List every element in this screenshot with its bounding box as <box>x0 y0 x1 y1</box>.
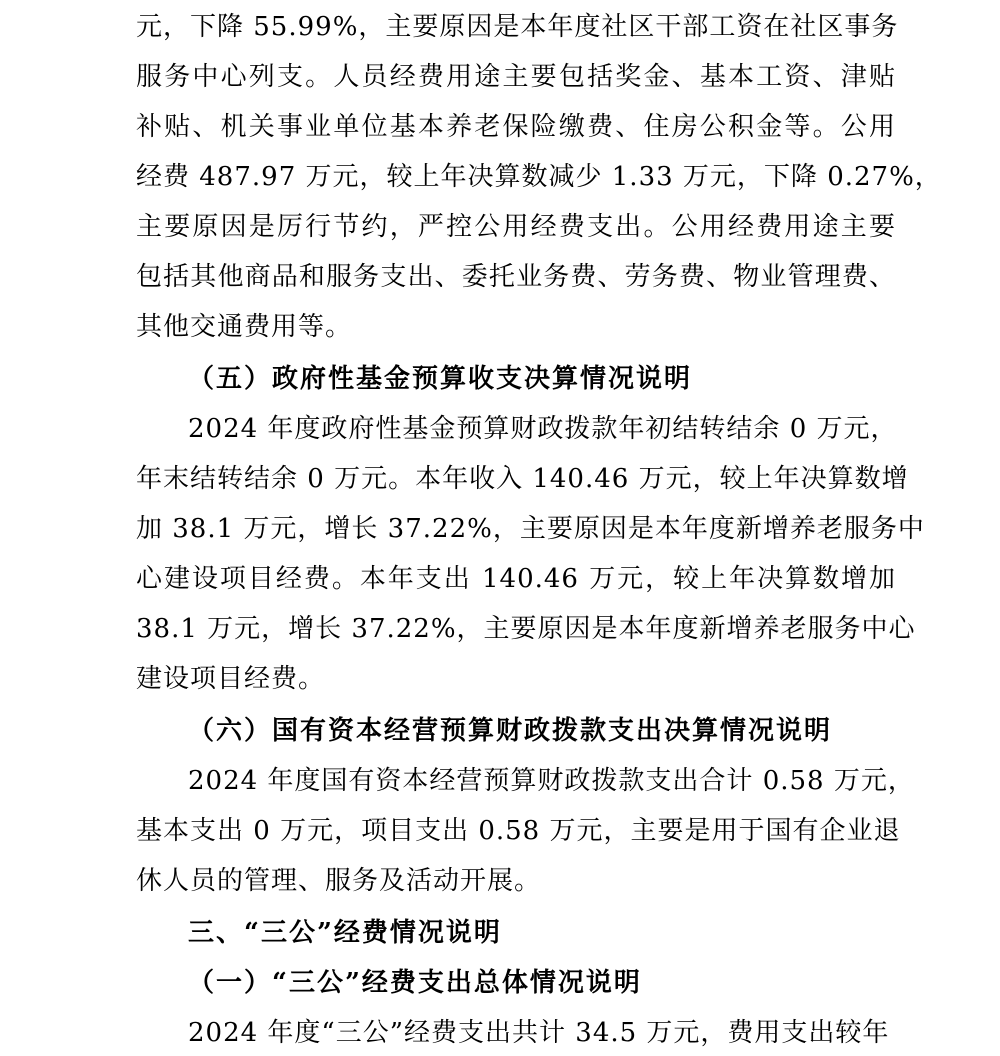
paragraph-line: 2024 年度政府性基金预算财政拨款年初结转结余 0 万元， <box>188 414 898 444</box>
paragraph-line: 其他交通费用等。 <box>136 312 353 342</box>
paragraph-line: 基本支出 0 万元，项目支出 0.58 万元，主要是用于国有企业退 <box>136 816 901 846</box>
paragraph-line: 年末结转结余 0 万元。本年收入 140.46 万元，较上年决算数增 <box>136 464 909 494</box>
paragraph-line: 元，下降 55.99%，主要原因是本年度社区干部工资在社区事务 <box>136 12 899 42</box>
paragraph-line: 2024 年度“三公”经费支出共计 34.5 万元，费用支出较年 <box>188 1018 890 1048</box>
paragraph-line: 心建设项目经费。本年支出 140.46 万元，较上年决算数增加 <box>136 564 896 594</box>
section-heading-five: （五）政府性基金预算收支决算情况说明 <box>188 364 693 394</box>
section-heading-six: （六）国有资本经营预算财政拨款支出决算情况说明 <box>188 716 833 746</box>
paragraph-line: 休人员的管理、服务及活动开展。 <box>136 866 542 896</box>
paragraph-line: 主要原因是厉行节约，严控公用经费支出。公用经费用途主要 <box>136 212 896 242</box>
section-heading-three: 三、“三公”经费情况说明 <box>188 918 502 948</box>
paragraph-line: 包括其他商品和服务支出、委托业务费、劳务费、物业管理费、 <box>136 262 896 292</box>
paragraph-line: 服务中心列支。人员经费用途主要包括奖金、基本工资、津贴 <box>136 62 896 92</box>
paragraph-line: 补贴、机关事业单位基本养老保险缴费、住房公积金等。公用 <box>136 112 896 142</box>
paragraph-line: 建设项目经费。 <box>136 664 326 694</box>
subsection-heading-one: （一）“三公”经费支出总体情况说明 <box>188 968 642 998</box>
paragraph-line: 加 38.1 万元，增长 37.22%，主要原因是本年度新增养老服务中 <box>136 514 925 544</box>
paragraph-line: 2024 年度国有资本经营预算财政拨款支出合计 0.58 万元， <box>188 766 915 796</box>
paragraph-line: 38.1 万元，增长 37.22%，主要原因是本年度新增养老服务中心 <box>136 614 916 644</box>
paragraph-line: 经费 487.97 万元，较上年决算数减少 1.33 万元，下降 0.27%， <box>136 162 942 192</box>
